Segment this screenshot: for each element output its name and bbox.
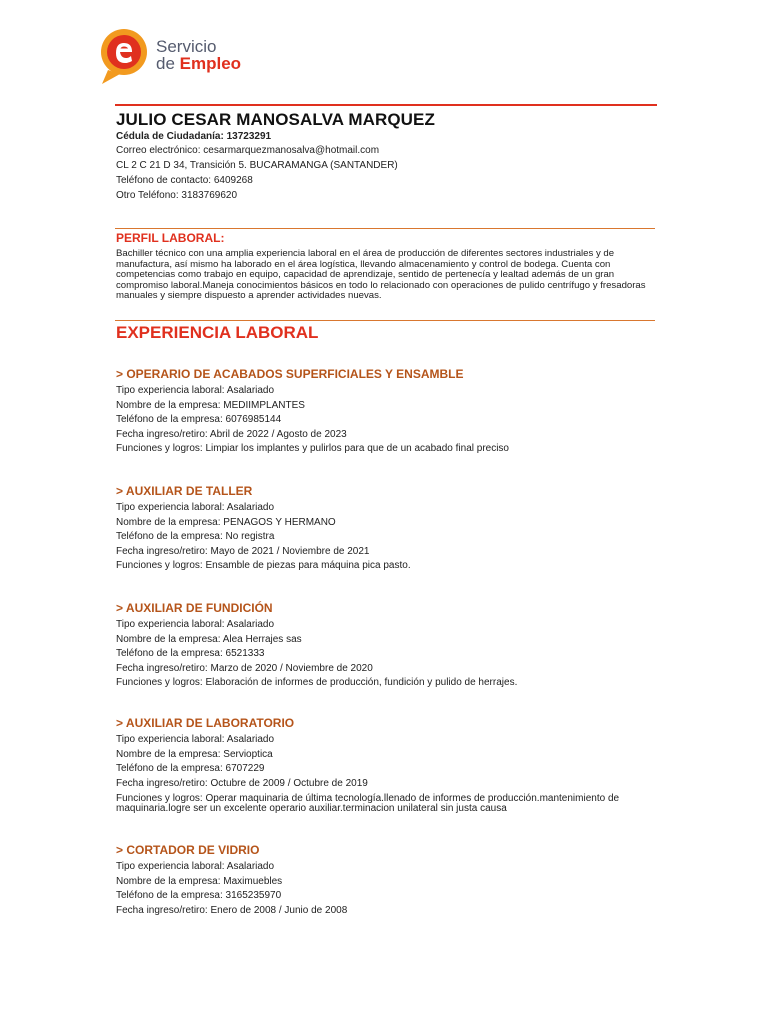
job-title: > AUXILIAR DE FUNDICIÓN bbox=[116, 601, 273, 615]
id-value: 13723291 bbox=[226, 131, 272, 142]
job-type: Tipo experiencia laboral: Asalariado bbox=[116, 502, 275, 513]
other-phone-line: Otro Teléfono: 3183769620 bbox=[116, 190, 238, 201]
contact-phone-line: Teléfono de contacto: 6409268 bbox=[116, 175, 253, 186]
job-phone: Teléfono de la empresa: 6707229 bbox=[116, 763, 265, 775]
job-functions: Funciones y logros: Limpiar los implantes y pulirlos para que de un acabado final preciso bbox=[116, 443, 509, 455]
job-title: > AUXILIAR DE TALLER bbox=[116, 484, 253, 498]
id-line bbox=[116, 131, 271, 142]
job-phone: Teléfono de la empresa: No registra bbox=[116, 531, 275, 543]
job-company: Nombre de la empresa: PENAGOS Y HERMANO bbox=[116, 516, 336, 528]
logo-e-icon bbox=[94, 26, 154, 86]
job-type: Tipo experiencia laboral: Asalariado bbox=[116, 734, 275, 745]
job-entry bbox=[116, 367, 656, 457]
job-functions: Funciones y logros: Operar maquinaria de última tecnología.llenado de informes de producción.mantenimiento de maquinaria.logre ser un excelente operario auxiliar.terminacion unilateral sin justa causa bbox=[116, 793, 620, 815]
job-title: > AUXILIAR DE LABORATORIO bbox=[116, 716, 295, 730]
job-entry bbox=[116, 484, 656, 574]
person-name: JULIO CESAR MANOSALVA MARQUEZ bbox=[116, 110, 435, 129]
job-functions: Funciones y logros: Elaboración de informes de producción, fundición y pulido de herrajes. bbox=[116, 677, 518, 689]
job-entry bbox=[116, 843, 656, 918]
experience-divider bbox=[115, 320, 655, 321]
job-company: Nombre de la empresa: Alea Herrajes sas bbox=[116, 633, 302, 645]
profile-title: PERFIL LABORAL: bbox=[116, 231, 225, 245]
logo-empleo-word: Empleo bbox=[179, 54, 242, 73]
address-line: CL 2 C 21 D 34, Transición 5. BUCARAMANGA (SANTANDER) bbox=[116, 160, 398, 171]
job-entry bbox=[116, 716, 656, 814]
id-label: Cédula de Ciudadanía: bbox=[116, 131, 224, 142]
job-type: Tipo experiencia laboral: Asalariado bbox=[116, 619, 275, 630]
job-dates: Fecha ingreso/retiro: Octubre de 2009 / Octubre de 2019 bbox=[116, 777, 368, 789]
job-dates: Fecha ingreso/retiro: Mayo de 2021 / Noviembre de 2021 bbox=[116, 545, 370, 557]
profile-divider bbox=[115, 228, 655, 229]
experience-title: EXPERIENCIA LABORAL bbox=[116, 323, 319, 342]
job-company: Nombre de la empresa: Servioptica bbox=[116, 748, 273, 760]
job-type: Tipo experiencia laboral: Asalariado bbox=[116, 385, 275, 396]
servicio-de-empleo-logo bbox=[94, 26, 294, 86]
job-entry bbox=[116, 601, 656, 691]
job-dates: Fecha ingreso/retiro: Abril de 2022 / Agosto de 2023 bbox=[116, 428, 347, 440]
job-dates: Fecha ingreso/retiro: Enero de 2008 / Junio de 2008 bbox=[116, 904, 348, 916]
job-functions: Funciones y logros: Ensamble de piezas para máquina pica pasto. bbox=[116, 560, 411, 572]
header-divider bbox=[115, 104, 657, 106]
job-company: Nombre de la empresa: MEDIIMPLANTES bbox=[116, 399, 305, 411]
profile-text: Bachiller técnico con una amplia experiencia laboral en el área de producción de diferentes sectores industriales y de manufactura, así mismo ha laborado en el área logística, llevando almacenamiento y control de bodega. Cuenta con competencias como trabajo en equipo, capacidad de aprendizaje, sentido de pertenecía y lealtad además de un gran compromiso laboral.Maneja conocimientos básicos en todo lo relacionado con operaciones de pulido centrífugo y fresadoras manuales y siempre dispuesto a aprender actividades nuevas. bbox=[116, 248, 646, 301]
job-dates: Fecha ingreso/retiro: Marzo de 2020 / Noviembre de 2020 bbox=[116, 662, 373, 674]
job-phone: Teléfono de la empresa: 6521333 bbox=[116, 648, 265, 660]
logo-wordmark bbox=[156, 38, 241, 72]
logo-servicio-text: Servicio bbox=[156, 37, 217, 56]
logo-de-word: de bbox=[156, 54, 175, 73]
job-title: > OPERARIO DE ACABADOS SUPERFICIALES Y ENSAMBLE bbox=[116, 367, 464, 381]
job-company: Nombre de la empresa: Maximuebles bbox=[116, 875, 283, 887]
email-line: Correo electrónico: cesarmarquezmanosalva@hotmail.com bbox=[116, 145, 380, 156]
job-type: Tipo experiencia laboral: Asalariado bbox=[116, 861, 275, 872]
job-phone: Teléfono de la empresa: 3165235970 bbox=[116, 890, 282, 902]
job-title: > CORTADOR DE VIDRIO bbox=[116, 843, 260, 857]
logo-de-empleo-text bbox=[156, 55, 241, 72]
job-phone: Teléfono de la empresa: 6076985144 bbox=[116, 414, 282, 426]
